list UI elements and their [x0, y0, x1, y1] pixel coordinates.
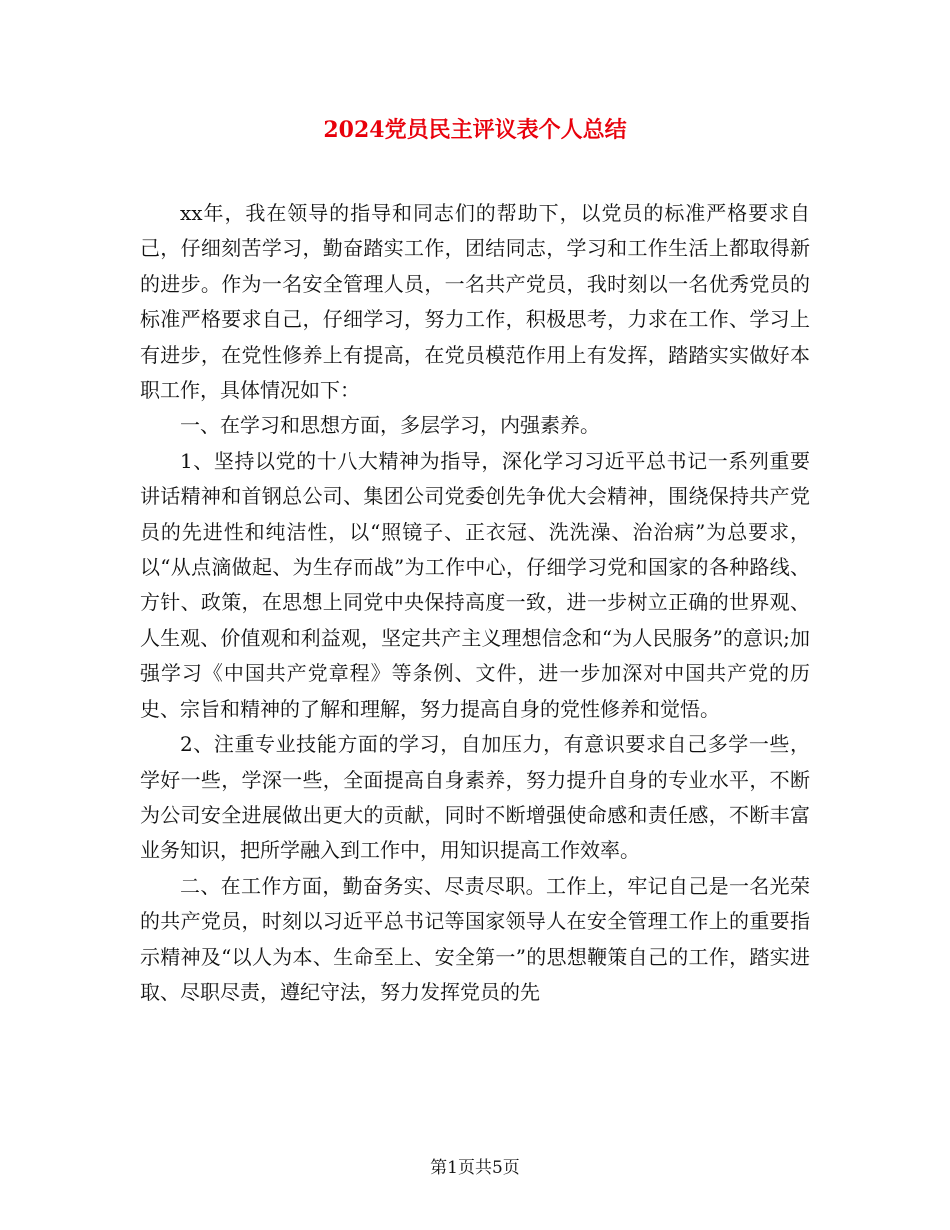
document-body: [140, 196, 810, 1010]
paragraph-intro: xx年，我在领导的指导和同志们的帮助下，以党员的标准严格要求自己，仔细刻苦学习，勤奋踏实工作，团结同志，学习和工作生活上都取得新的进步。作为一名安全管理人员，一名共产党员，我时刻以一名优秀党员的标准严格要求自己，仔细学习，努力工作，积极思考，力求在工作、学习上有进步，在党性修养上有提高，在党员模范作用上有发挥，踏踏实实做好本职工作，具体情况如下：: [140, 201, 810, 403]
paragraph-item-2: 2、注重专业技能方面的学习，自加压力，有意识要求自己多学一些，学好一些，学深一些，全面提高自身素养，努力提升自身的专业水平，不断为公司安全进展做出更大的贡献，同时不断增强使命感和责任感，不断丰富业务知识，把所学融入到工作中，用知识提高工作效率。: [140, 732, 810, 863]
page-number-footer: 第1页共5页: [430, 1158, 520, 1178]
paragraph-section-1-heading: 一、在学习和思想方面，多层学习，内强素养。: [180, 413, 600, 438]
paragraph-section-2: 二、在工作方面，勤奋务实、尽责尽职。工作上，牢记自己是一名光荣的共产党员，时刻以习近平总书记等国家领导人在安全管理工作上的重要指示精神及“以人为本、生命至上、安全第一”的思想鞭策自己的工作，踏实进取、尽职尽责，遵纪守法，努力发挥党员的先: [140, 873, 810, 1004]
paragraph-item-1: 1、坚持以党的十八大精神为指导，深化学习习近平总书记一系列重要讲话精神和首钢总公司、集团公司党委创先争优大会精神，围绕保持共产党员的先进性和纯洁性，以“照镜子、正衣冠、洗洗澡、治治病”为总要求，以“从点滴做起、为生存而战”为工作中心，仔细学习党和国家的各种路线、方针、政策，在思想上同党中央保持高度一致，进一步树立正确的世界观、人生观、价值观和利益观，坚定共产主义理想信念和“为人民服务”的意识;加强学习《中国共产党章程》等条例、文件，进一步加深对中国共产党的历史、宗旨和精神的了解和理解，努力提高自身的党性修养和觉悟。: [140, 448, 810, 721]
document-title: 2024党员民主评议表个人总结: [323, 117, 627, 143]
